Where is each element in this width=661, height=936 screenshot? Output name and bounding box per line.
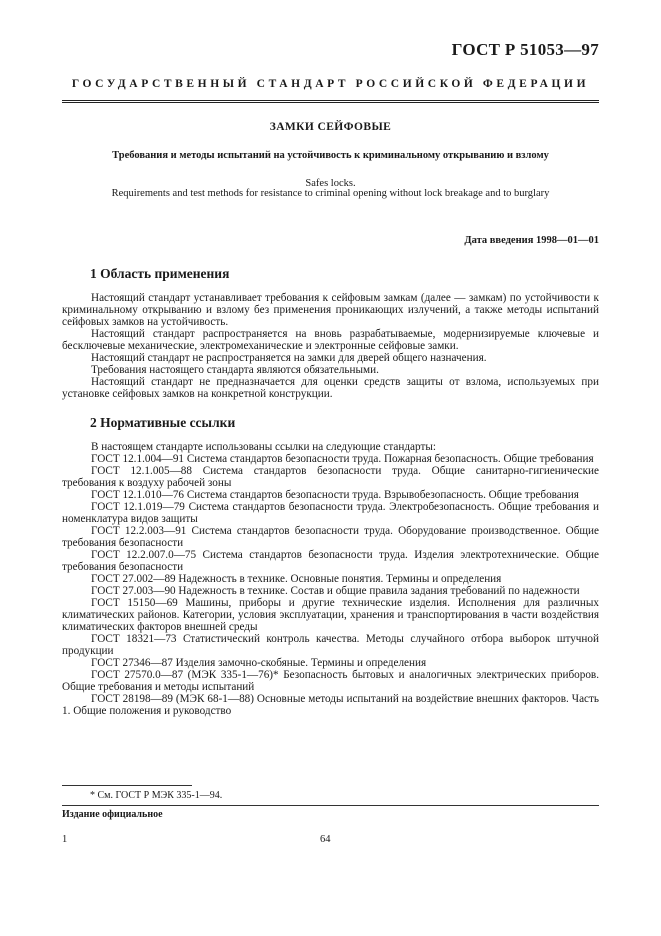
reference-item: ГОСТ 27.002—89 Надежность в технике. Основные понятия. Термины и определения bbox=[91, 573, 502, 585]
document-title: ЗАМКИ СЕЙФОВЫЕ bbox=[269, 121, 392, 133]
reference-item: ГОСТ 12.1.005—88 Система стандартов безопасности труда. Общие санитарно-гигиенические требования к воздуху рабочей зоны bbox=[62, 465, 599, 489]
footnote: * См. ГОСТ Р МЭК 335-1—94. bbox=[90, 790, 223, 801]
section2-body bbox=[62, 441, 599, 717]
reference-item: ГОСТ 15150—69 Машины, приборы и другие технические изделия. Исполнения для различных климатических районов. Категории, условия эксплуатации, хранения и транспортирования в части воздействия климатических факторов внешней среды bbox=[62, 597, 599, 633]
paragraph: Требования настоящего стандарта являются обязательными. bbox=[91, 364, 379, 376]
doc-id: ГОСТ Р 51053—97 bbox=[451, 40, 599, 59]
reference-item: ГОСТ 27346—87 Изделия замочно-скобяные. Термины и определения bbox=[91, 657, 427, 669]
reference-item: ГОСТ 12.2.007.0—75 Система стандартов безопасности труда. Изделия электротехнические. Общие требования безопасности bbox=[62, 549, 599, 573]
reference-item: ГОСТ 18321—73 Статистический контроль качества. Методы случайного отбора выборок штучной продукции bbox=[62, 633, 599, 657]
section1-heading: 1 Область применения bbox=[90, 266, 230, 281]
paragraph: В настоящем стандарте использованы ссылки на следующие стандарты: bbox=[91, 441, 436, 453]
footnote-rule bbox=[62, 785, 192, 786]
reference-item: ГОСТ 12.1.019—79 Система стандартов безопасности труда. Электробезопасность. Общие требования и номенклатура видов защиты bbox=[62, 501, 599, 525]
state-standard-banner: ГОСУДАРСТВЕННЫЙ СТАНДАРТ РОССИЙСКОЙ ФЕДЕРАЦИИ bbox=[71, 78, 590, 90]
section1-body bbox=[62, 292, 599, 400]
document-subtitle: Требования и методы испытаний на устойчивость к криминальному открыванию и взлому bbox=[112, 150, 549, 161]
reference-item: ГОСТ 12.1.004—91 Система стандартов безопасности труда. Пожарная безопасность. Общие требования bbox=[91, 453, 594, 465]
english-title-line2: Requirements and test methods for resistance to criminal opening without lock breakage and to burglary bbox=[111, 188, 550, 199]
reference-item: ГОСТ 27.003—90 Надежность в технике. Состав и общие правила задания требований по надежности bbox=[91, 585, 580, 597]
reference-item: ГОСТ 28198—89 (МЭК 68-1—88) Основные методы испытаний на воздействие внешних факторов. Часть 1. Общие положения и руководство bbox=[62, 693, 599, 717]
section2-heading: 2 Нормативные ссылки bbox=[90, 415, 236, 430]
header-rule-top bbox=[62, 100, 599, 101]
page-number: 64 bbox=[320, 834, 331, 845]
reference-item: ГОСТ 12.2.003—91 Система стандартов безопасности труда. Оборудование производственное. Общие требования безопасности bbox=[62, 525, 599, 549]
english-title-line1: Safes locks. bbox=[305, 178, 356, 189]
paragraph: Настоящий стандарт не предназначается для оценки средств защиты от взлома, используемых при установке сейфовых замков на конкретной конструкции. bbox=[62, 376, 599, 400]
header-rule-bottom bbox=[62, 102, 599, 103]
paragraph: Настоящий стандарт устанавливает требования к сейфовым замкам (далее — замкам) по устойчивости к криминальному открыванию и взлому без применения проникающих излучений, а также методы испытаний сейфовых замков на устойчивость. bbox=[62, 292, 599, 328]
paragraph: Настоящий стандарт не распространяется на замки для дверей общего назначения. bbox=[91, 352, 487, 364]
footer-rule bbox=[62, 805, 599, 806]
edition-number: 1 bbox=[62, 834, 68, 845]
official-edition-label: Издание официальное bbox=[62, 809, 163, 820]
reference-item: ГОСТ 12.1.010—76 Система стандартов безопасности труда. Взрывобезопасность. Общие требования bbox=[91, 489, 579, 501]
paragraph: Настоящий стандарт распространяется на вновь разрабатываемые, модернизируемые ключевые и бесключевые механические, электромеханические и электронные сейфовые замки. bbox=[62, 328, 599, 352]
intro-date: Дата введения 1998—01—01 bbox=[464, 235, 599, 246]
reference-item: ГОСТ 27570.0—87 (МЭК 335-1—76)* Безопасность бытовых и аналогичных электрических приборов. Общие требования и методы испытаний bbox=[62, 669, 599, 693]
